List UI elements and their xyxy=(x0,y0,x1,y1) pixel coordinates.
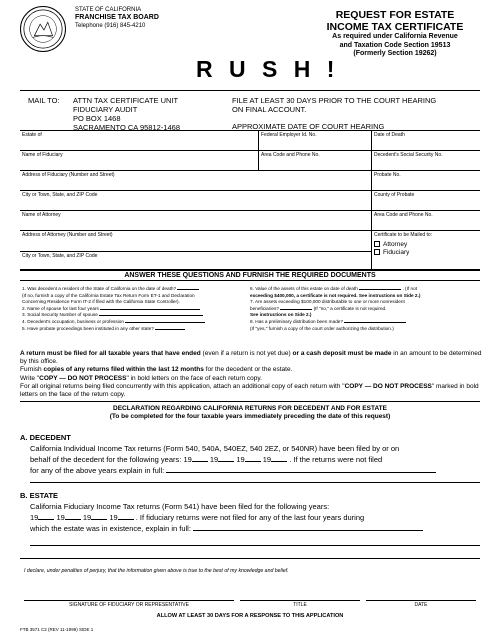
decedent-ssn-label: Decedent's Social Security No. xyxy=(374,152,443,158)
rush-stamp: R U S H ! xyxy=(196,56,340,82)
estate-year-2[interactable] xyxy=(65,512,81,520)
question-5[interactable] xyxy=(22,326,247,333)
date-of-death-label: Date of Death xyxy=(374,132,405,138)
question-5-text: 5. Have probate proceedings been instituted in any other state? xyxy=(22,325,154,331)
form-subtitle-1: As required under California Revenue xyxy=(332,33,458,40)
note-4-bold: COPY — DO NOT PROCESS xyxy=(344,382,432,390)
fiduciary-phone-field[interactable] xyxy=(258,151,371,170)
question-7[interactable] xyxy=(250,306,480,313)
estate-of-label: Estate of xyxy=(22,132,42,138)
signature-label: SIGNATURE OF FIDUCIARY OR REPRESENTATIVE xyxy=(69,602,189,608)
decedent-year-4-prefix: 19 xyxy=(262,455,272,464)
file-line-1: FILE AT LEAST 30 DAYS PRIOR TO THE COURT HEARING xyxy=(232,96,437,105)
question-6-text: 6. Value of the assets of this estate on date of death xyxy=(250,286,358,291)
attorney-option-label: Attorney xyxy=(383,241,408,248)
form-number: FTB 3571 C2 (REV 11-1999) SIDE 1 xyxy=(20,627,94,632)
section-b-text-1: California Fiduciary Income Tax returns (Form 541) have been filed for the following years: xyxy=(30,502,330,511)
agency-phone: Telephone (916) 845-4210 xyxy=(75,23,146,29)
question-3-text: 3. Social Security Number of spouse xyxy=(22,312,98,318)
title-label: TITLE xyxy=(293,602,307,608)
section-b-explain-line xyxy=(30,523,480,534)
fiduciary-option-label: Fiduciary xyxy=(383,249,410,256)
mail-to-attorney-option[interactable] xyxy=(374,241,478,248)
grid-row-6 xyxy=(20,230,480,270)
decedent-year-1-prefix: 19 xyxy=(183,455,192,464)
section-a-text-2: behalf of the decedent for the following years: xyxy=(30,455,182,464)
section-a-extra-line[interactable] xyxy=(30,482,480,483)
fiduciary-name-label: Name of Fiduciary xyxy=(22,152,63,158)
attorney-name-field[interactable] xyxy=(20,211,371,230)
questions-left-column xyxy=(22,286,247,332)
response-time-notice: ALLOW AT LEAST 30 DAYS FOR A RESPONSE TO THIS APPLICATION xyxy=(156,613,344,619)
note-2-bold: copies of any returns filed within the last 12 months xyxy=(43,366,204,374)
estate-of-field[interactable] xyxy=(20,131,258,150)
header-divider xyxy=(20,90,480,91)
mail-line-2: FIDUCIARY AUDIT xyxy=(73,105,138,114)
question-1[interactable] xyxy=(22,286,247,293)
question-7-note: See instructions on Side 2.) xyxy=(250,312,312,318)
estate-year-2-prefix: 19 xyxy=(56,513,65,522)
estate-year-4[interactable] xyxy=(118,512,134,520)
fiduciary-city-field[interactable] xyxy=(20,191,371,210)
decedent-year-1[interactable] xyxy=(192,454,208,462)
fein-field[interactable] xyxy=(258,131,371,150)
note-3 xyxy=(20,375,482,383)
attorney-name-label: Name of Attorney xyxy=(22,212,61,218)
note-4 xyxy=(20,383,482,399)
date-line[interactable] xyxy=(366,600,476,601)
section-a-tail: . If the returns were not filed xyxy=(289,455,383,464)
section-a-explain-input[interactable] xyxy=(166,465,436,473)
title-line[interactable] xyxy=(240,600,360,601)
question-3-answer[interactable] xyxy=(99,312,203,316)
question-5-answer[interactable] xyxy=(155,326,185,330)
section-a-years-line xyxy=(30,454,480,465)
mail-address xyxy=(73,96,180,132)
section-b-label: B. ESTATE xyxy=(20,491,59,500)
question-8-answer[interactable] xyxy=(344,319,406,323)
note-2-end: for the decedent or the estate. xyxy=(203,366,293,374)
note-4-pre: For all original returns being filed concurrently with this application, attach an additional copy of each return with " xyxy=(20,382,345,390)
attorney-checkbox[interactable] xyxy=(374,241,380,247)
certificate-mailed-label: Certificate to be Mailed to: xyxy=(374,232,433,238)
decedent-year-3-prefix: 19 xyxy=(236,455,245,464)
question-2[interactable] xyxy=(22,306,247,313)
decedent-year-3[interactable] xyxy=(245,454,261,462)
signature-line[interactable] xyxy=(24,600,234,601)
decedent-year-2-prefix: 19 xyxy=(209,455,219,464)
question-7-tail: (If "no," a certificate is not required. xyxy=(313,305,387,311)
declaration-heading xyxy=(20,405,480,421)
attorney-phone-field[interactable] xyxy=(371,211,480,230)
fein-label: Federal Employer Id. No. xyxy=(261,132,317,138)
estate-year-1[interactable] xyxy=(38,512,54,520)
note-1-bold: A return must be filed for all taxable years that have ended xyxy=(20,350,201,357)
question-4-answer[interactable] xyxy=(125,319,205,323)
filing-notes xyxy=(20,350,482,399)
state-seal-icon xyxy=(20,6,66,52)
grid-row-3 xyxy=(20,170,480,190)
certificate-mailed-field xyxy=(371,231,480,269)
county-label: County of Probate xyxy=(374,192,415,198)
file-line-2: ON FINAL ACCOUNT. xyxy=(232,105,307,114)
date-of-death-field[interactable] xyxy=(371,131,480,150)
declaration-subtitle: (To be completed for the four taxable years immediately preceding the date of this request) xyxy=(109,413,391,420)
section-a-explain-line xyxy=(30,465,480,476)
note-3-bold: COPY — DO NOT PROCESS xyxy=(39,374,127,382)
form-subtitle-3: (Formerly Section 19262) xyxy=(353,50,437,57)
section-a-text-3: for any of the above years explain in full: xyxy=(30,466,165,475)
question-7-text: 7. Are assets exceeding $100,000 distributable to one or more nonresident xyxy=(250,299,405,305)
mail-to-label: MAIL TO: xyxy=(28,96,60,105)
fiduciary-name-field[interactable] xyxy=(20,151,258,170)
question-8-note: (If "yes," furnish a copy of the court order authorizing the distribution.) xyxy=(250,325,394,331)
section-b-explain-input[interactable] xyxy=(193,523,423,531)
section-b-tail: . If fiduciary returns were not filed for any of the last four years during xyxy=(135,513,365,522)
fiduciary-phone-label: Area Code and Phone No. xyxy=(261,152,320,158)
question-6-tail: . (If not xyxy=(402,286,418,291)
agency-block xyxy=(75,6,159,30)
probate-no-field[interactable] xyxy=(371,171,480,190)
fiduciary-city-label: City or Town, State, and ZIP Code xyxy=(22,192,98,198)
grid-row-5 xyxy=(20,210,480,230)
attorney-phone-label: Area Code and Phone No. xyxy=(374,212,433,218)
section-b-years-line xyxy=(30,512,480,523)
note-4-end: " marked in bold letters on the face of the return copy. xyxy=(20,382,479,399)
question-4-text: 4. Decedent's occupation, business or profession xyxy=(22,318,124,324)
questions-heading: ANSWER THESE QUESTIONS AND FURNISH THE REQUIRED DOCUMENTS xyxy=(20,270,480,281)
question-1-answer[interactable] xyxy=(177,286,199,290)
section-a-body xyxy=(30,444,480,476)
mail-to-fiduciary-option[interactable] xyxy=(374,249,478,256)
declaration-top-divider xyxy=(20,401,480,402)
question-1-text: 1. Was decedent a resident of the State of California on the date of death? xyxy=(22,286,177,291)
note-2 xyxy=(20,366,482,374)
mail-line-4: SACRAMENTO CA 95812-1468 xyxy=(73,123,180,132)
note-1-mid: (even if a return is not yet due) xyxy=(200,350,293,357)
declaration-bottom-divider xyxy=(20,558,480,559)
estate-year-4-prefix: 19 xyxy=(109,513,118,522)
estate-year-3[interactable] xyxy=(91,512,107,520)
form-title-line1: REQUEST FOR ESTATE xyxy=(335,9,455,21)
section-b-body xyxy=(30,502,480,534)
section-a-label: A. DECEDENT xyxy=(20,433,71,442)
note-1 xyxy=(20,350,482,366)
court-hearing-label: APPROXIMATE DATE OF COURT HEARING xyxy=(232,122,385,131)
question-3[interactable] xyxy=(22,312,247,319)
fiduciary-address-label: Address of Fiduciary (Number and Street) xyxy=(22,172,115,178)
question-2-answer[interactable] xyxy=(100,306,200,310)
question-1-note-b: Concerning Residence Form IT-2 if filed with the California State Controller). xyxy=(22,299,180,305)
file-instruction xyxy=(232,96,480,114)
question-4[interactable] xyxy=(22,319,247,326)
section-b-text-3: which the estate was in existence, explain in full: xyxy=(30,524,191,533)
attorney-city-field[interactable] xyxy=(20,251,371,269)
info-grid xyxy=(20,130,480,270)
estate-year-1-prefix: 19 xyxy=(30,513,39,522)
question-8-text: 8. Has a preliminary distribution been made? xyxy=(250,318,344,324)
attorney-address-label: Address of Attorney (Number and Street) xyxy=(22,232,113,238)
mail-line-3: PO BOX 1468 xyxy=(73,114,121,123)
question-7-answer[interactable] xyxy=(280,306,312,310)
probate-no-label: Probate No. xyxy=(374,172,401,178)
fiduciary-address-field[interactable] xyxy=(20,171,371,190)
grid-row-2 xyxy=(20,150,480,170)
form-title-line2: INCOME TAX CERTIFICATE xyxy=(326,21,464,33)
estate-year-3-prefix: 19 xyxy=(82,513,92,522)
grid-row-1 xyxy=(20,130,480,150)
question-6-note: exceeding $400,000, a certificate is not required. See instructions on Side 2.) xyxy=(250,292,421,298)
perjury-statement: I declare, under penalties of perjury, that the information given above is true to the best of my knowledge and belief. xyxy=(24,568,289,574)
decedent-ssn-field[interactable] xyxy=(371,151,480,170)
note-3-end: " in bold letters on the face of each return copy. xyxy=(126,374,262,382)
question-1-note-a: (If no, furnish a copy of the California Estate Tax Return Form ET-1 and Declaration xyxy=(22,292,195,298)
decedent-year-4[interactable] xyxy=(271,454,287,462)
note-2-pre: Furnish xyxy=(20,366,44,374)
section-a-text-1: California Individual Income Tax returns (Form 540, 540A, 540EZ, 540 2EZ, or 540NR) have been filed by or on xyxy=(30,444,400,453)
county-field[interactable] xyxy=(371,191,480,210)
question-6-answer[interactable] xyxy=(359,286,401,290)
form-subtitle-2: and Taxation Code Section 19513 xyxy=(339,41,451,49)
question-6[interactable] xyxy=(250,286,480,293)
question-2-text: 2. Name of spouse for last four years xyxy=(22,305,99,311)
attorney-city-label: City or Town, State, and ZIP Code xyxy=(22,253,98,259)
mail-line-1: ATTN TAX CERTIFICATE UNIT xyxy=(73,96,179,105)
date-label: DATE xyxy=(414,602,428,608)
question-7-text-b: beneficiaries? xyxy=(250,305,279,311)
attorney-address-field[interactable] xyxy=(20,231,371,251)
grid-row-4 xyxy=(20,190,480,210)
question-8[interactable] xyxy=(250,319,480,326)
note-1-end: in an amount to be determined by this office. xyxy=(20,350,482,366)
form-title-block xyxy=(300,7,490,59)
fiduciary-checkbox[interactable] xyxy=(374,249,380,255)
note-3-pre: Write " xyxy=(20,374,40,382)
section-b-extra-line[interactable] xyxy=(30,545,480,546)
note-1-bold-2: or a cash deposit must be made xyxy=(292,350,392,357)
agency-state: STATE OF CALIFORNIA xyxy=(75,7,142,13)
decedent-year-2[interactable] xyxy=(218,454,234,462)
declaration-title: DECLARATION REGARDING CALIFORNIA RETURNS FOR DECEDENT AND FOR ESTATE xyxy=(113,405,387,412)
questions-right-column xyxy=(250,286,480,332)
agency-name: FRANCHISE TAX BOARD xyxy=(75,14,159,21)
